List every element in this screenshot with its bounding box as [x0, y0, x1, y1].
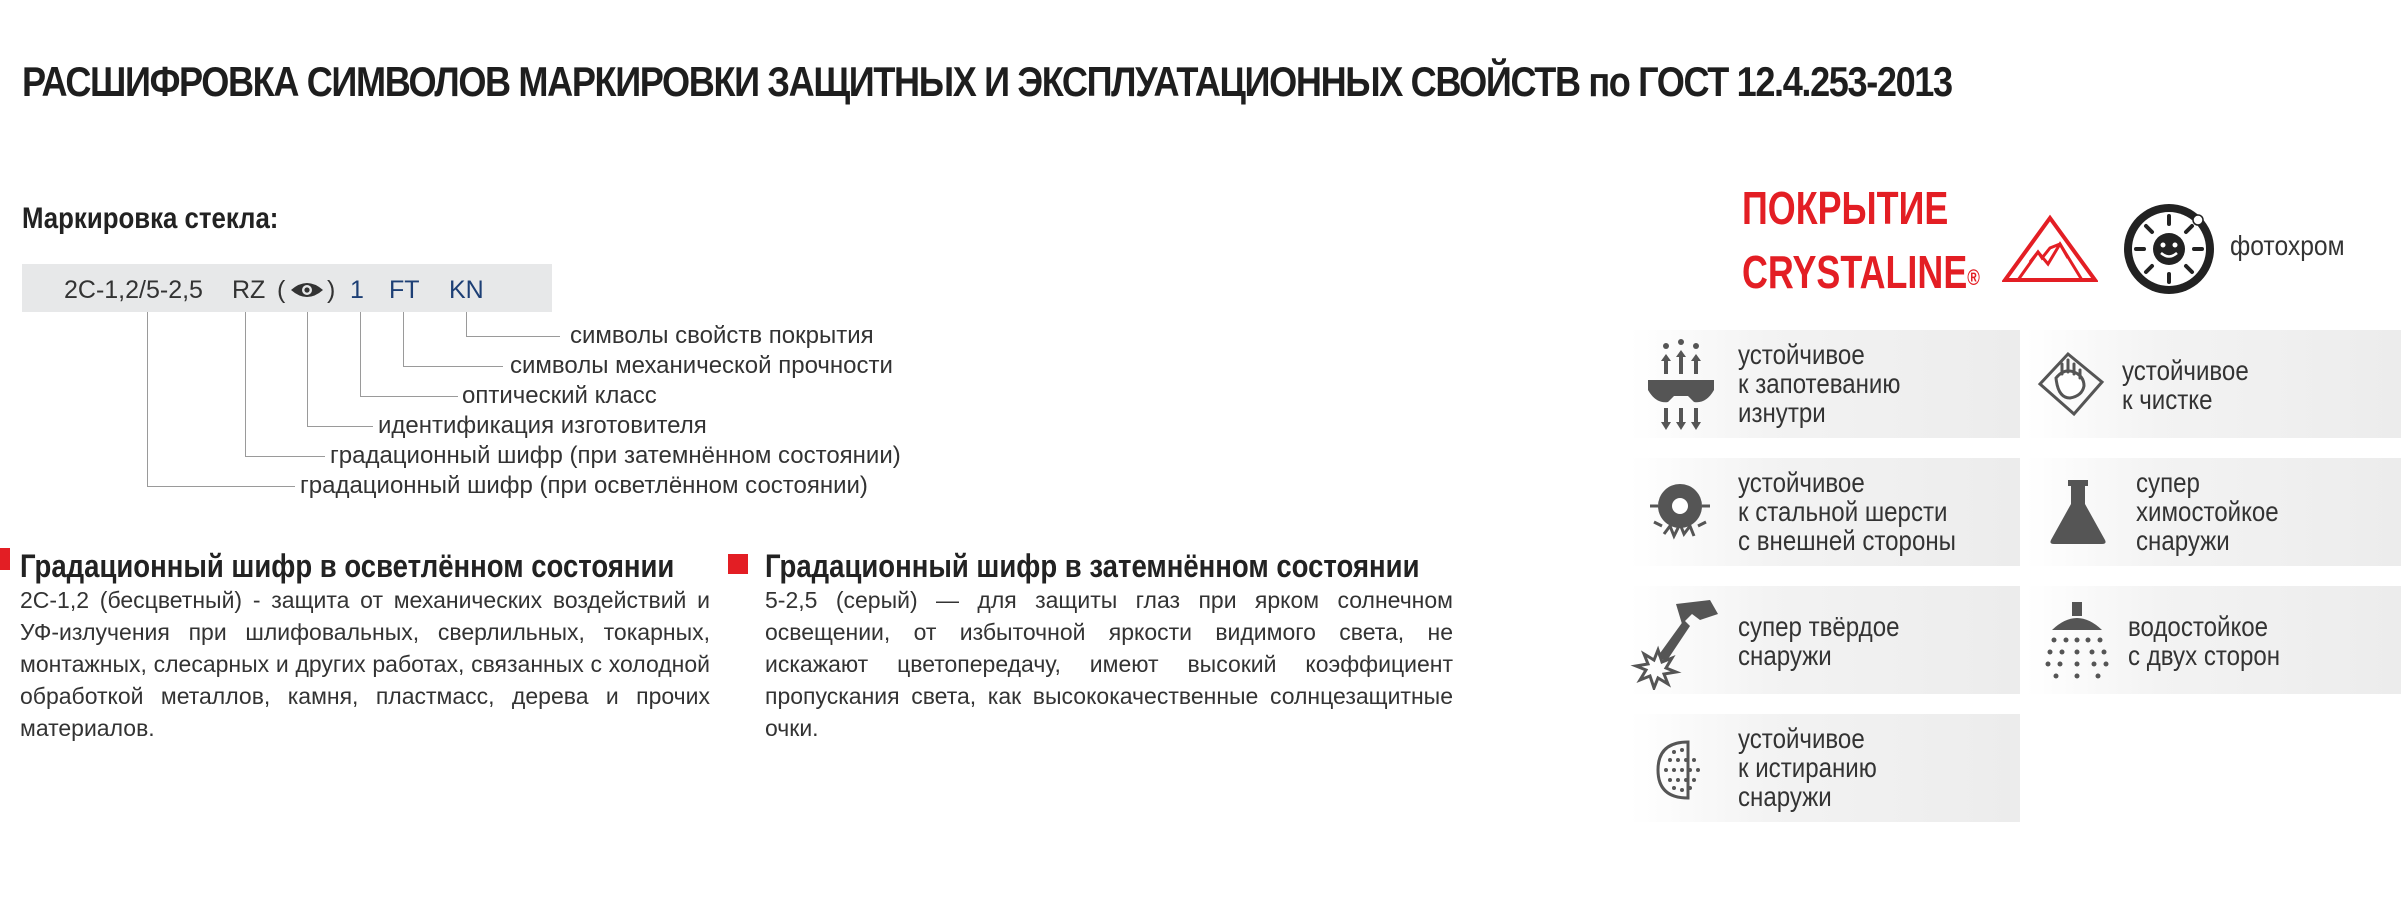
- dark-section-heading: Градационный шифр в затемнённом состоянии: [765, 548, 1420, 584]
- code-optical: 1: [350, 276, 364, 304]
- property-line: изнутри: [1738, 397, 1826, 428]
- legend-shade-light: градационный шифр (при осветлённом состоянии): [300, 472, 868, 499]
- legend-mechanical: символы механической прочности: [510, 352, 893, 379]
- dark-section-marker: [728, 554, 748, 574]
- abrasion-sponge-icon: [1652, 738, 1712, 802]
- mountain-logo-icon: [2002, 214, 2098, 284]
- shower-icon: [2044, 600, 2110, 680]
- property-water: [2026, 586, 2401, 694]
- property-line: к стальной шерсти: [1738, 496, 1948, 527]
- marking-label: Маркировка стекла:: [22, 202, 279, 235]
- property-line: к чистке: [2122, 384, 2213, 415]
- crystaline-coating-title: [1742, 176, 1980, 304]
- coating-line2: CRYSTALINE®: [1742, 246, 1980, 298]
- property-line: устойчивое: [1738, 339, 1865, 370]
- light-section-text: 2С-1,2 (бесцветный) - защита от механических воздействий и УФ-излучения при шлифовальных, сверлильных, токарных, монтажных, слесарных и других работах, связанных с холодной обработкой металлов, камня, пластмасс, дерева и прочих материалов.: [20, 587, 710, 741]
- eye-icon: [289, 280, 325, 300]
- property-line: с двух сторон: [2128, 640, 2281, 671]
- property-line: устойчивое: [2122, 355, 2249, 386]
- legend-manufacturer: идентификация изготовителя: [378, 412, 707, 439]
- photochrom-sun-icon: [2122, 202, 2216, 296]
- cleaning-cloth-icon: [2034, 344, 2108, 424]
- marking-code-bar: [22, 264, 552, 312]
- property-line: к истиранию: [1738, 752, 1877, 783]
- property-cleaning: [2026, 330, 2401, 438]
- steel-wool-icon: [1644, 476, 1718, 548]
- dark-section-text: 5-2,5 (серый) — для защиты глаз при ярком солнечном освещении, от избыточной яркости видимого света, не искажают цветопередачу, имеют высокий коэффициент пропускания света, как высококачественные солнцезащитные очки.: [765, 587, 1453, 741]
- code-shade: 2С-1,2/5-2,5: [64, 276, 203, 304]
- property-chemical: [2026, 458, 2401, 566]
- property-line: супер твёрдое: [1738, 611, 1900, 642]
- property-hardness: [1630, 586, 2020, 694]
- property-line: снаружи: [2136, 525, 2230, 556]
- code-coat: KN: [449, 276, 484, 304]
- chemical-flask-icon: [2048, 478, 2108, 546]
- light-section-heading: Градационный шифр в осветлённом состоянии: [20, 548, 675, 584]
- property-line: устойчивое: [1738, 723, 1865, 754]
- light-section-marker: [0, 548, 10, 570]
- property-steel-wool: [1630, 458, 2020, 566]
- legend-coating: символы свойств покрытия: [570, 322, 874, 349]
- anti-fog-icon: [1644, 336, 1718, 432]
- property-line: к запотеванию: [1738, 368, 1901, 399]
- legend-optical-class: оптический класс: [462, 382, 657, 409]
- property-line: супер: [2136, 467, 2200, 498]
- hammer-impact-icon: [1630, 594, 1722, 690]
- property-abrasion: [1630, 714, 2020, 822]
- property-line: снаружи: [1738, 640, 1832, 671]
- property-line: с внешней стороны: [1738, 525, 1956, 556]
- property-line: водостойкое: [2128, 611, 2269, 642]
- code-mech: FT: [389, 276, 420, 304]
- property-anti-fog: [1630, 330, 2020, 438]
- property-line: снаружи: [1738, 781, 1832, 812]
- code-paren-close: ): [327, 276, 336, 304]
- coating-line1: ПОКРЫТИЕ: [1742, 182, 1949, 234]
- photochrom-label: фотохром: [2230, 230, 2345, 261]
- property-line: устойчивое: [1738, 467, 1865, 498]
- property-line: химостойкое: [2136, 496, 2279, 527]
- page-title: РАСШИФРОВКА СИМВОЛОВ МАРКИРОВКИ ЗАЩИТНЫХ И ЭКСПЛУАТАЦИОННЫХ СВОЙСТВ по ГОСТ 12.4.253-2013: [22, 58, 1952, 105]
- code-paren-open: (: [277, 276, 286, 304]
- legend-shade-dark: градационный шифр (при затемнённом состоянии): [330, 442, 901, 469]
- code-maker: RZ: [232, 276, 266, 304]
